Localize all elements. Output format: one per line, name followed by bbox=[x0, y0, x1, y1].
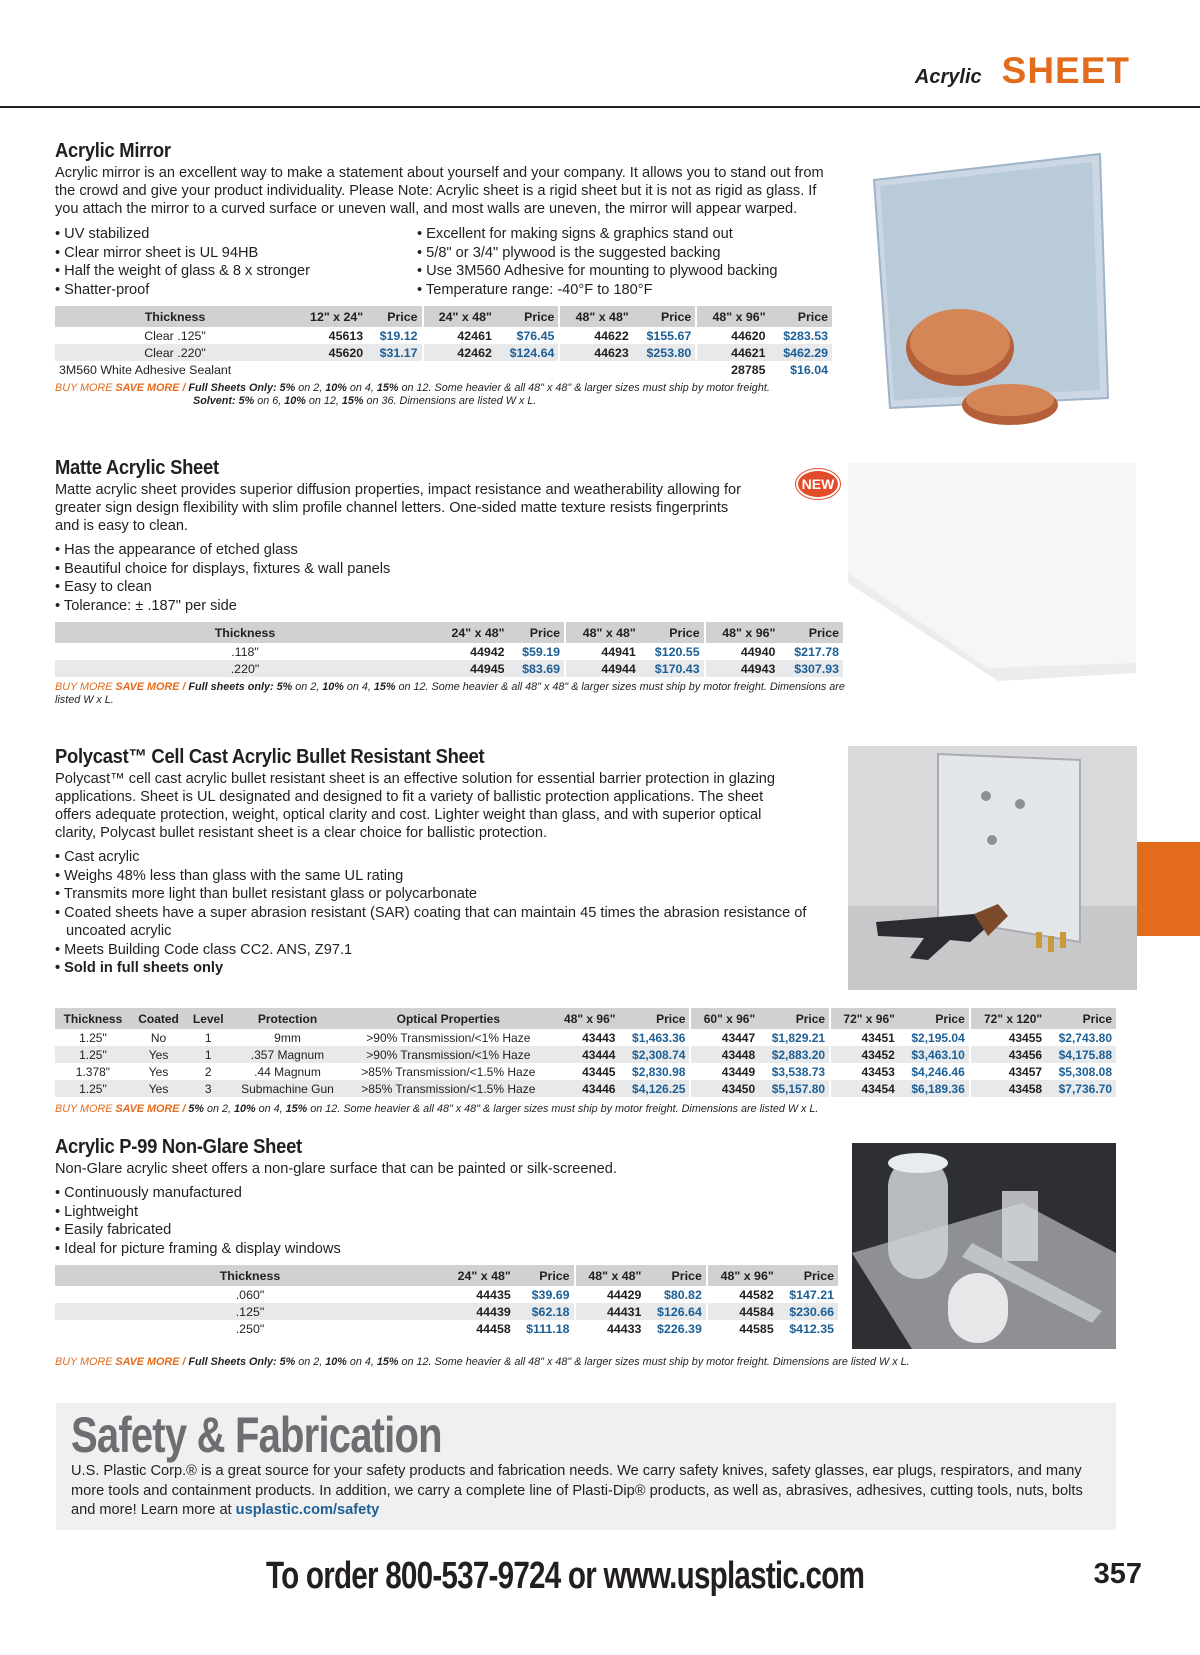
safety-fabrication-banner bbox=[56, 1403, 1116, 1530]
list-item: • Easy to clean bbox=[55, 579, 152, 595]
table-header-row: Thickness 24" x 48" Price 48" x 48" Price 48" x 96" Price bbox=[55, 1265, 838, 1286]
table-row: Clear .220" 45620 $31.17 42462 $124.64 44623 $253.80 44621 $462.29 bbox=[55, 344, 832, 361]
list-item: • Use 3M560 Adhesive for mounting to plywood backing bbox=[417, 263, 778, 279]
list-item: • Easily fabricated bbox=[55, 1222, 172, 1238]
section-description: Acrylic mirror is an excellent way to make a statement about yourself and your company. It allows you to stand out from the crowd and give your product individuality. Please Note: Acrylic sheet is a rigid sheet but it is not as rigid as glass. If you attach the mirror to a curved surface or uneven wall, and most walls are uneven, the mirror will appear warped. bbox=[55, 165, 824, 217]
list-item: • Temperature range: -40°F to 180°F bbox=[417, 281, 653, 298]
list-item: • Ideal for picture framing & display windows bbox=[55, 1240, 341, 1257]
table-row: Clear .125" 45613 $19.12 42461 $76.45 44622 $155.67 44620 $283.53 bbox=[144, 328, 828, 343]
list-item: • Half the weight of glass & 8 x stronger bbox=[55, 263, 310, 279]
feature-list bbox=[55, 225, 835, 299]
table-header-row: Thickness Coated Level Protection Optical Properties 48" x 96" Price 60" x 96" Price 72" x 96" Price 72" x 120" Price bbox=[55, 1008, 1116, 1029]
polycast-price-table bbox=[55, 1008, 1116, 1097]
safety-link[interactable]: usplastic.com/safety bbox=[235, 1502, 380, 1518]
table-header-row: Thickness 12" x 24" Price 24" x 48" Price 48" x 48" Price 48" x 96" Price bbox=[55, 306, 832, 327]
discount-note: BUY MORE SAVE MORE / Full sheets only: 5% on 2, 10% on 4, 15% on 12. Some heavier & all 48" x 48" & larger sizes must ship by motor freight. Dimensions are listed W x L. bbox=[55, 681, 845, 706]
p99-discount-note: BUY MORE SAVE MORE / Full Sheets Only: 5% on 2, 10% on 4, 15% on 12. Some heavier & all 48" x 48" & larger sizes must ship by motor freight. Dimensions are listed W x L. bbox=[55, 1356, 910, 1368]
list-item: • Cast acrylic bbox=[55, 849, 140, 865]
section-polycast bbox=[55, 746, 855, 978]
header-rule bbox=[0, 106, 1200, 108]
table-row: 1.378" Yes 2 .44 Magnum >85% Transmission/<1.5% Haze 43445 $2,830.98 43449 $3,538.73 43453 $4,246.46 43457 $5,308.08 bbox=[75, 1064, 1112, 1079]
acrylic-mirror-image bbox=[860, 140, 1110, 425]
section-description: Polycast™ cell cast acrylic bullet resistant sheet is an effective solution for essential barrier protection in glazing applications. Sheet is UL designated and designed to fit a variety of ballistic protection applications. The sheet offers adequate protection, weight, optical clarity and cost. Lighter weight than glass, and with superior optical clarity, Polycast bullet resistant sheet is a clear choice for ballistic protection. bbox=[55, 771, 776, 841]
banner-title: Safety & Fabrication bbox=[71, 1407, 442, 1463]
price-table bbox=[55, 622, 843, 677]
new-badge: NEW bbox=[796, 469, 840, 499]
list-item: • Has the appearance of etched glass bbox=[55, 542, 298, 558]
section-title: Acrylic Mirror bbox=[55, 140, 171, 162]
header-title: SHEET bbox=[1001, 50, 1130, 91]
polycast-discount-note: BUY MORE SAVE MORE / 5% on 2, 10% on 4, 15% on 12. Some heavier & all 48" x 48" & larger sizes must ship by motor freight. Dimensions are listed W x L. bbox=[55, 1103, 819, 1115]
page-header bbox=[915, 50, 1130, 92]
section-description: Matte acrylic sheet provides superior diffusion properties, impact resistance and weatherability allowing for greater sign design flexibility with slim profile channel letters. One-sided matte texture resists fingerprints and is easy to clean. bbox=[55, 482, 741, 534]
table-row-sealant: 3M560 White Adhesive Sealant 28785 $16.04 bbox=[59, 362, 828, 377]
list-item: • Sold in full sheets only bbox=[55, 960, 224, 976]
banner-text: U.S. Plastic Corp.® is a great source for your safety products and fabrication needs. We carry safety knives, safety glasses, ear plugs, respirators, and many more tools and containment products. In addition, we carry a complete line of Plasti-Dip® products, as well as, abrasives, adhesives, cutting tools, nuts, bolts and more! Learn more at usplastic.com/safety bbox=[71, 1463, 1083, 1518]
table-row: .118" 44942 $59.19 44941 $120.55 44940 $217.78 bbox=[231, 644, 839, 659]
list-item: • Excellent for making signs & graphics stand out bbox=[417, 226, 733, 242]
header-category: Acrylic bbox=[914, 66, 982, 88]
list-item: • Lightweight bbox=[55, 1203, 138, 1220]
feature-list bbox=[55, 1184, 845, 1258]
list-item: • Continuously manufactured bbox=[55, 1185, 242, 1201]
list-item: • Coated sheets have a super abrasion resistant (SAR) coating that can maintain 45 times the abrasion resistance of uncoated acrylic bbox=[55, 904, 807, 939]
section-p99 bbox=[55, 1136, 845, 1337]
table-row: 1.25" Yes 3 Submachine Gun >85% Transmission/<1.5% Haze 43446 $4,126.25 43450 $5,157.80 43454 $6,189.36 43458 $7,736.70 bbox=[55, 1080, 1116, 1097]
order-footer: To order 800-537-9724 or www.usplastic.com bbox=[266, 1555, 865, 1597]
list-item: • UV stabilized bbox=[55, 226, 150, 242]
table-row: .125" 44439 $62.18 44431 $126.64 44584 $230.66 bbox=[55, 1303, 838, 1320]
feature-list bbox=[55, 541, 815, 615]
table-header-row: Thickness 24" x 48" Price 48" x 48" Price 48" x 96" Price bbox=[55, 622, 843, 643]
table-row: 1.25" Yes 1 .357 Magnum >90% Transmission/<1% Haze 43444 $2,308.74 43448 $2,883.20 43452 $3,463.10 43456 $4,175.88 bbox=[55, 1046, 1116, 1063]
section-title: Acrylic P-99 Non-Glare Sheet bbox=[55, 1136, 302, 1158]
section-description: Non-Glare acrylic sheet offers a non-glare surface that can be painted or silk-screened. bbox=[55, 1161, 617, 1177]
page-number: 357 bbox=[1093, 1558, 1142, 1590]
list-item: • Beautiful choice for displays, fixtures & wall panels bbox=[55, 560, 391, 577]
discount-note: BUY MORE SAVE MORE / Full Sheets Only: 5% on 2, 10% on 4, 15% on 12. Some heavier & all 48" x 48" & larger sizes must ship by motor freight. Solvent: 5% on 6, 10% on 12, 15% on 36. Dimensions are listed W x L. bbox=[55, 382, 770, 407]
list-item: • 5/8" or 3/4" plywood is the suggested backing bbox=[417, 244, 721, 261]
section-title: Matte Acrylic Sheet bbox=[55, 457, 219, 479]
list-item: • Meets Building Code class CC2. ANS, Z97.1 bbox=[55, 941, 353, 958]
table-row: 1.25" No 1 9mm >90% Transmission/<1% Haze 43443 $1,463.36 43447 $1,829.21 43451 $2,195.04 43455 $2,743.80 bbox=[79, 1030, 1112, 1045]
matte-acrylic-image bbox=[848, 463, 1136, 681]
section-tab bbox=[1137, 842, 1200, 936]
list-item: • Clear mirror sheet is UL 94HB bbox=[55, 244, 259, 261]
list-item: • Transmits more light than bullet resistant glass or polycarbonate bbox=[55, 886, 478, 902]
bullet-resistant-sheet-image bbox=[848, 746, 1137, 990]
list-item: • Shatter-proof bbox=[55, 281, 150, 298]
list-item: • Weighs 48% less than glass with the same UL rating bbox=[55, 867, 404, 884]
price-table bbox=[55, 1265, 838, 1337]
price-table bbox=[55, 306, 832, 378]
section-title: Polycast™ Cell Cast Acrylic Bullet Resistant Sheet bbox=[55, 746, 485, 768]
table-row: .250" 44458 $111.18 44433 $226.39 44585 $412.35 bbox=[235, 1321, 834, 1336]
table-row: .060" 44435 $39.69 44429 $80.82 44582 $147.21 bbox=[235, 1287, 834, 1302]
feature-list bbox=[55, 848, 815, 978]
section-acrylic-mirror bbox=[55, 140, 835, 408]
p99-sheet-image bbox=[852, 1143, 1116, 1349]
list-item: • Tolerance: ± .187" per side bbox=[55, 597, 237, 614]
table-row: .220" 44945 $83.69 44944 $170.43 44943 $307.93 bbox=[55, 660, 843, 677]
